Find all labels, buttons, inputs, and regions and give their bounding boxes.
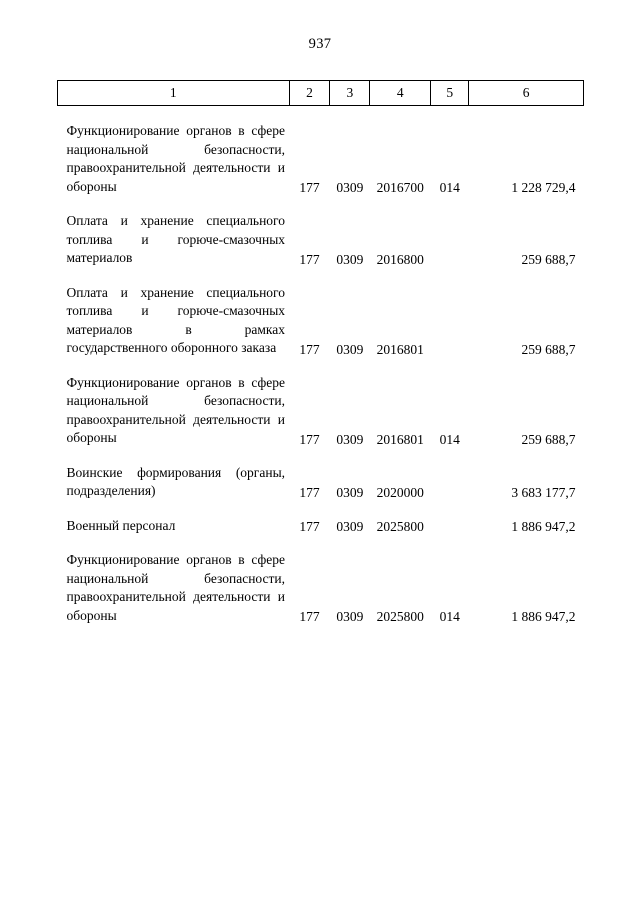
row-name: Оплата и хранение специального топлива и горюче-смазочных материалов xyxy=(66,213,286,265)
row-chapter: 177 xyxy=(299,609,320,624)
row-target-item: 2020000 xyxy=(376,484,424,500)
row-target-item: 2016800 xyxy=(376,251,424,267)
row-section: 0309 xyxy=(336,609,364,624)
table-row xyxy=(58,535,584,625)
row-expense-type xyxy=(431,501,469,536)
row-amount: 3 683 177,7 xyxy=(511,484,576,500)
row-amount: 1 886 947,2 xyxy=(511,609,576,624)
row-section: 0309 xyxy=(336,180,364,195)
row-expense-type: 014 xyxy=(439,609,460,624)
row-amount: 259 688,7 xyxy=(521,341,576,357)
row-section: 0309 xyxy=(336,519,364,534)
row-section: 0309 xyxy=(336,341,364,357)
row-name: Функционирование органов в сфере национальной безопасности, правоохранительной деятельности и обороны xyxy=(66,374,286,445)
row-amount: 259 688,7 xyxy=(521,431,576,447)
row-amount: 259 688,7 xyxy=(521,251,576,267)
row-name: Воинские формирования (органы, подразделения) xyxy=(66,464,286,498)
row-chapter: 177 xyxy=(299,519,320,534)
row-chapter: 177 xyxy=(299,484,320,500)
row-expense-type xyxy=(431,268,469,358)
table-row xyxy=(58,358,584,448)
column-header-5: 5 xyxy=(431,81,469,106)
row-chapter: 177 xyxy=(299,431,320,447)
row-amount: 1 228 729,4 xyxy=(511,180,576,195)
row-section: 0309 xyxy=(336,431,364,447)
column-header-4: 4 xyxy=(370,81,431,106)
row-expense-type xyxy=(431,196,469,268)
table-row xyxy=(58,448,584,501)
budget-table xyxy=(57,80,584,625)
row-target-item: 2016801 xyxy=(376,341,424,357)
row-amount: 1 886 947,2 xyxy=(511,519,576,534)
table-row xyxy=(58,268,584,358)
row-section: 0309 xyxy=(336,251,364,267)
column-header-2: 2 xyxy=(289,81,330,106)
row-chapter: 177 xyxy=(299,341,320,357)
row-name: Функционирование органов в сфере национальной безопасности, правоохранительной деятельности и обороны xyxy=(66,123,286,194)
row-target-item: 2016801 xyxy=(376,431,424,447)
row-expense-type: 014 xyxy=(439,431,460,447)
table-row xyxy=(58,196,584,268)
table-row xyxy=(58,501,584,536)
row-name: Оплата и хранение специального топлива и горюче-смазочных материалов в рамках государственного оборонного заказа xyxy=(66,284,286,355)
table-row xyxy=(58,106,584,197)
column-header-6: 6 xyxy=(469,81,584,106)
column-header-3: 3 xyxy=(330,81,370,106)
row-name: Военный персонал xyxy=(66,517,176,533)
row-expense-type: 014 xyxy=(439,180,460,195)
row-chapter: 177 xyxy=(299,251,320,267)
column-header-1: 1 xyxy=(58,81,290,106)
row-section: 0309 xyxy=(336,484,364,500)
row-expense-type xyxy=(431,448,469,501)
row-chapter: 177 xyxy=(299,180,320,195)
row-name: Функционирование органов в сфере национальной безопасности, правоохранительной деятельности и обороны xyxy=(66,552,286,623)
row-target-item: 2025800 xyxy=(376,609,424,624)
table-header-row xyxy=(58,81,584,106)
page-number: 937 xyxy=(308,36,332,52)
row-target-item: 2016700 xyxy=(376,180,424,195)
row-target-item: 2025800 xyxy=(376,519,424,534)
